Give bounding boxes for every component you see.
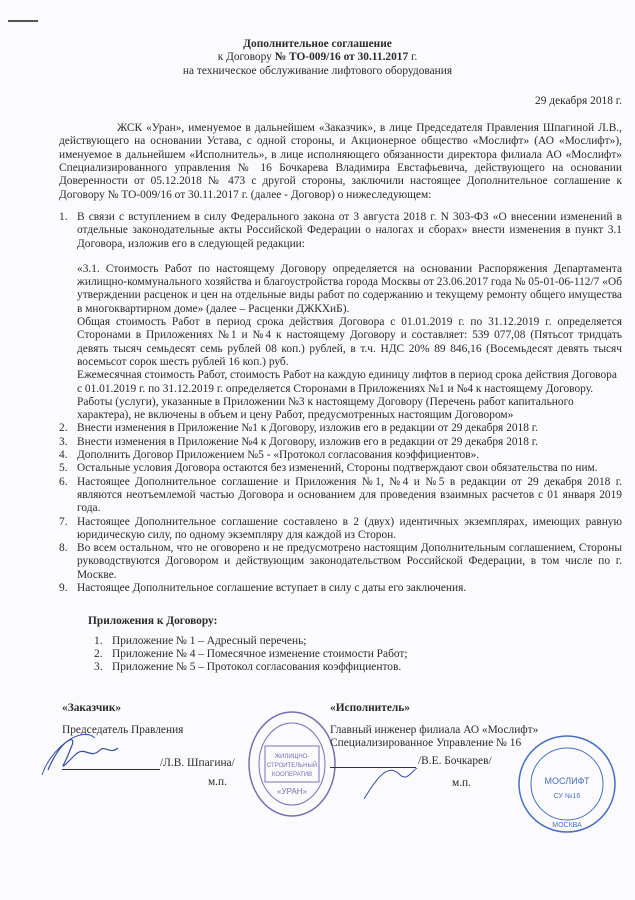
terms-list	[59, 211, 622, 595]
term-number: 2.	[59, 422, 68, 435]
term-text: Внести изменения в Приложение №1 к Договору, изложив его в редакции от 29 декабря 2018 г.	[77, 422, 539, 435]
document-title: Дополнительное соглашение	[243, 38, 392, 50]
term-text: Дополнить Договор Приложением №5 - «Протокол согласования коэффициентов».	[77, 449, 480, 462]
customer-signature	[40, 730, 120, 780]
term-number: 3.	[59, 435, 68, 448]
term-item	[59, 422, 622, 435]
term-item: 1. В связи с вступлением в силу Федерального закона от 3 августа 2018 г. N 303-ФЗ «О внесении изменений в отдельные законодательные акты Российской Федерации о налогах и сборах» внести изменения в пункт 3.1 Договора, изложив его в следующей редакции: «3.1. Стоимость Работ по настоящему Договору определяется на основании Распоряжения Департамента жилищно-коммунального хозяйства и благоустройства города Москвы от 23.06.2017 года № 05-01-06-112/7 «Об утверждении расценок и цен на отдельные виды работ по содержанию и текущему ремонту общего имущества в многоквартирном доме» (далее – Расценки ДЖКХиБ). Общая стоимость Работ в период срока действия Договора с 01.01.2019 г. по 31.12.2019 г. определяется Сторонами в Приложениях №1 и №4 к настоящему Договору и составляет: 539 077,08 (Пятьсот тридцать девять тысяч семьдесят семь рублей 08 коп.) рублей, в т.ч. НДС 20% 89 846,16 (Восемьдесят девять тысяч восемьсот сорок шесть рублей 16 коп.) руб. Ежемесячная стоимость Работ, стоимость Работ на каждую единицу лифтов в период срока действия Договора с 01.01.2019 г. по 31.12.2019 г. определяется Сторонами в Приложениях №1 и №4 к настоящему Договору. Работы (услуги), указанные в Приложении №3 к настоящему Договору (Перечень работ капитального характера), не включены в объем и цену Работ, предусмотренных настоящим Договором»	[59, 210, 622, 422]
appendix-number: 1.	[94, 634, 103, 647]
svg-text:СТРОИТЕЛЬНЫЙ: СТРОИТЕЛЬНЫЙ	[266, 763, 318, 770]
document-body	[59, 38, 622, 837]
svg-text:СУ №16: СУ №16	[553, 793, 581, 801]
term-number: 5.	[59, 462, 68, 475]
appendix-text: Приложение № 5 – Протокол согласования коэффициентов.	[112, 661, 402, 674]
clause-3-1-p2: Общая стоимость Работ в период срока действия Договора с 01.01.2019 г. по 31.12.2019 г. определяется Сторонами в Приложениях №1 и №4 к настоящему Договору и составляет: 539 077,08 (Пятьсот тридцать девять тысяч семьдесят семь рублей 08 коп.) рублей, в т.ч. НДС 20% 89 846,16 (Восемьдесят девять тысяч восемьсот сорок шесть рублей 16 коп.) руб.	[77, 316, 622, 368]
signatures-block	[59, 702, 622, 837]
appendices-title: Приложения к Договору:	[88, 615, 218, 628]
customer-name: /Л.В. Шпагина/	[160, 757, 235, 770]
appendix-item	[94, 635, 594, 648]
appendix-item	[94, 661, 594, 674]
customer-stamp	[247, 710, 337, 818]
document-date: 29 декабря 2018 г.	[535, 94, 622, 107]
term-text: Настоящее Дополнительное соглашение вступает в силу с даты его заключения.	[77, 581, 467, 594]
term-number: 6.	[59, 475, 68, 488]
appendix-item	[94, 648, 594, 661]
document-subject: на техническое обслуживание лифтового оборудования	[182, 64, 453, 77]
appendix-text: Приложение № 4 – Помесячное изменение стоимости Работ;	[112, 647, 408, 660]
term-item	[59, 476, 622, 516]
customer-position: Председатель Правления	[62, 724, 184, 737]
svg-text:«УРАН»: «УРАН»	[277, 787, 307, 797]
term-text: Настоящее Дополнительное соглашение и Приложения №1, №4 и №5 в редакции от 29 декабря 2018 г. являются неотъемлемой частью Договора и основанием для проведения взаимных расчетов с 01 января 2019 года.	[77, 475, 622, 515]
appendix-number: 3.	[94, 661, 103, 674]
intro-paragraph: ЖСК «Уран», именуемое в дальнейшем «Заказчик», в лице Председателя Правления Шпагиной Л.В., действующего на основании Устава, с одной стороны, и Акционерное общество «Мослифт» (АО «Мослифт»), именуемое в дальнейшем «Исполнитель», в лице исполняющего обязанности директора филиала АО «Мослифт» Специализированного управления № 16 Бочкарева Владимира Евстафьевича, действующего на основании Доверенности от 05.12.2018 № 473 с другой стороны, заключили настоящее Дополнительное соглашение к Договору № ТО-009/16 от 30.11.2017 г. (далее - Договор) о нижеследующем:	[59, 122, 622, 201]
term-text: Во всем остальном, что не оговорено и не предусмотрено настоящим Дополнительным соглашением, Стороны руководствуются Договором и действующим законодательством Российской Федерации, в том числе по г. Москве.	[77, 542, 622, 581]
term-number: 8.	[59, 542, 68, 555]
svg-text:ЖИЛИЩНО-: ЖИЛИЩНО-	[274, 754, 310, 761]
svg-text:МОСЛИФТ: МОСЛИФТ	[544, 776, 590, 787]
scan-mark	[8, 20, 38, 22]
customer-seal-mark: м.п.	[208, 776, 227, 789]
contractor-seal-mark: м.п.	[452, 777, 471, 790]
term-text: Настоящее Дополнительное соглашение составлено в 2 (двух) идентичных экземплярах, имеющих равную юридическую силу, по одному экземпляру для каждой из Сторон.	[77, 515, 622, 541]
appendix-number: 2.	[94, 647, 103, 660]
contractor-position-2: Специализированное Управление № 16	[330, 737, 522, 750]
document-subtitle: к Договору № ТО-009/16 от 30.11.2017 г.	[217, 51, 418, 64]
contractor-name: /В.Е. Бочкарев/	[418, 755, 492, 768]
contractor-position-1: Главный инженер филиала АО «Мослифт»	[330, 724, 539, 737]
svg-text:МОСКВА: МОСКВА	[552, 822, 582, 830]
clause-3-1-p3: Ежемесячная стоимость Работ, стоимость Работ на каждую единицу лифтов в период срока действия Договора с 01.01.2019 г. по 31.12.2019 г. определяется Сторонами в Приложениях №1 и №4 к настоящему Договору. Работы (услуги), указанные в Приложении №3 к настоящему Договору (Перечень работ капитального характера), не включены в объем и цену Работ, предусмотренных настоящим Договором»	[77, 369, 617, 422]
contractor-stamp	[517, 732, 617, 836]
contractor-role: «Исполнитель»	[330, 702, 410, 715]
customer-role: «Заказчик»	[62, 702, 122, 715]
term-number: 4.	[59, 449, 68, 462]
appendix-text: Приложение № 1 – Адресный перечень;	[112, 634, 307, 647]
svg-text:КООПЕРАТИВ: КООПЕРАТИВ	[271, 772, 313, 779]
contractor-signature	[359, 764, 419, 804]
term-item	[59, 436, 622, 449]
term-text: Внести изменения в Приложение №4 к Договору, изложив его в редакции от 29 декабря 2018 г.	[77, 435, 539, 448]
term-item	[59, 542, 622, 582]
term-item	[59, 582, 622, 595]
term-number: 9.	[59, 581, 68, 594]
term-item	[59, 516, 622, 543]
clause-3-1-p1: «3.1. Стоимость Работ по настоящему Договору определяется на основании Распоряжения Департамента жилищно-коммунального хозяйства и благоустройства города Москвы от 23.06.2017 года № 05-01-06-112/7 «Об утверждении расценок и цен на отдельные виды работ по содержанию и текущему ремонту общего имущества в многоквартирном доме» (далее – Расценки ДЖКХиБ).	[77, 262, 622, 315]
term-text: Остальные условия Договора остаются без изменений, Стороны подтверждают свои обязательства по ним.	[77, 462, 598, 475]
term-item	[59, 449, 622, 462]
term-number: 7.	[59, 515, 68, 528]
term-item	[59, 462, 622, 475]
